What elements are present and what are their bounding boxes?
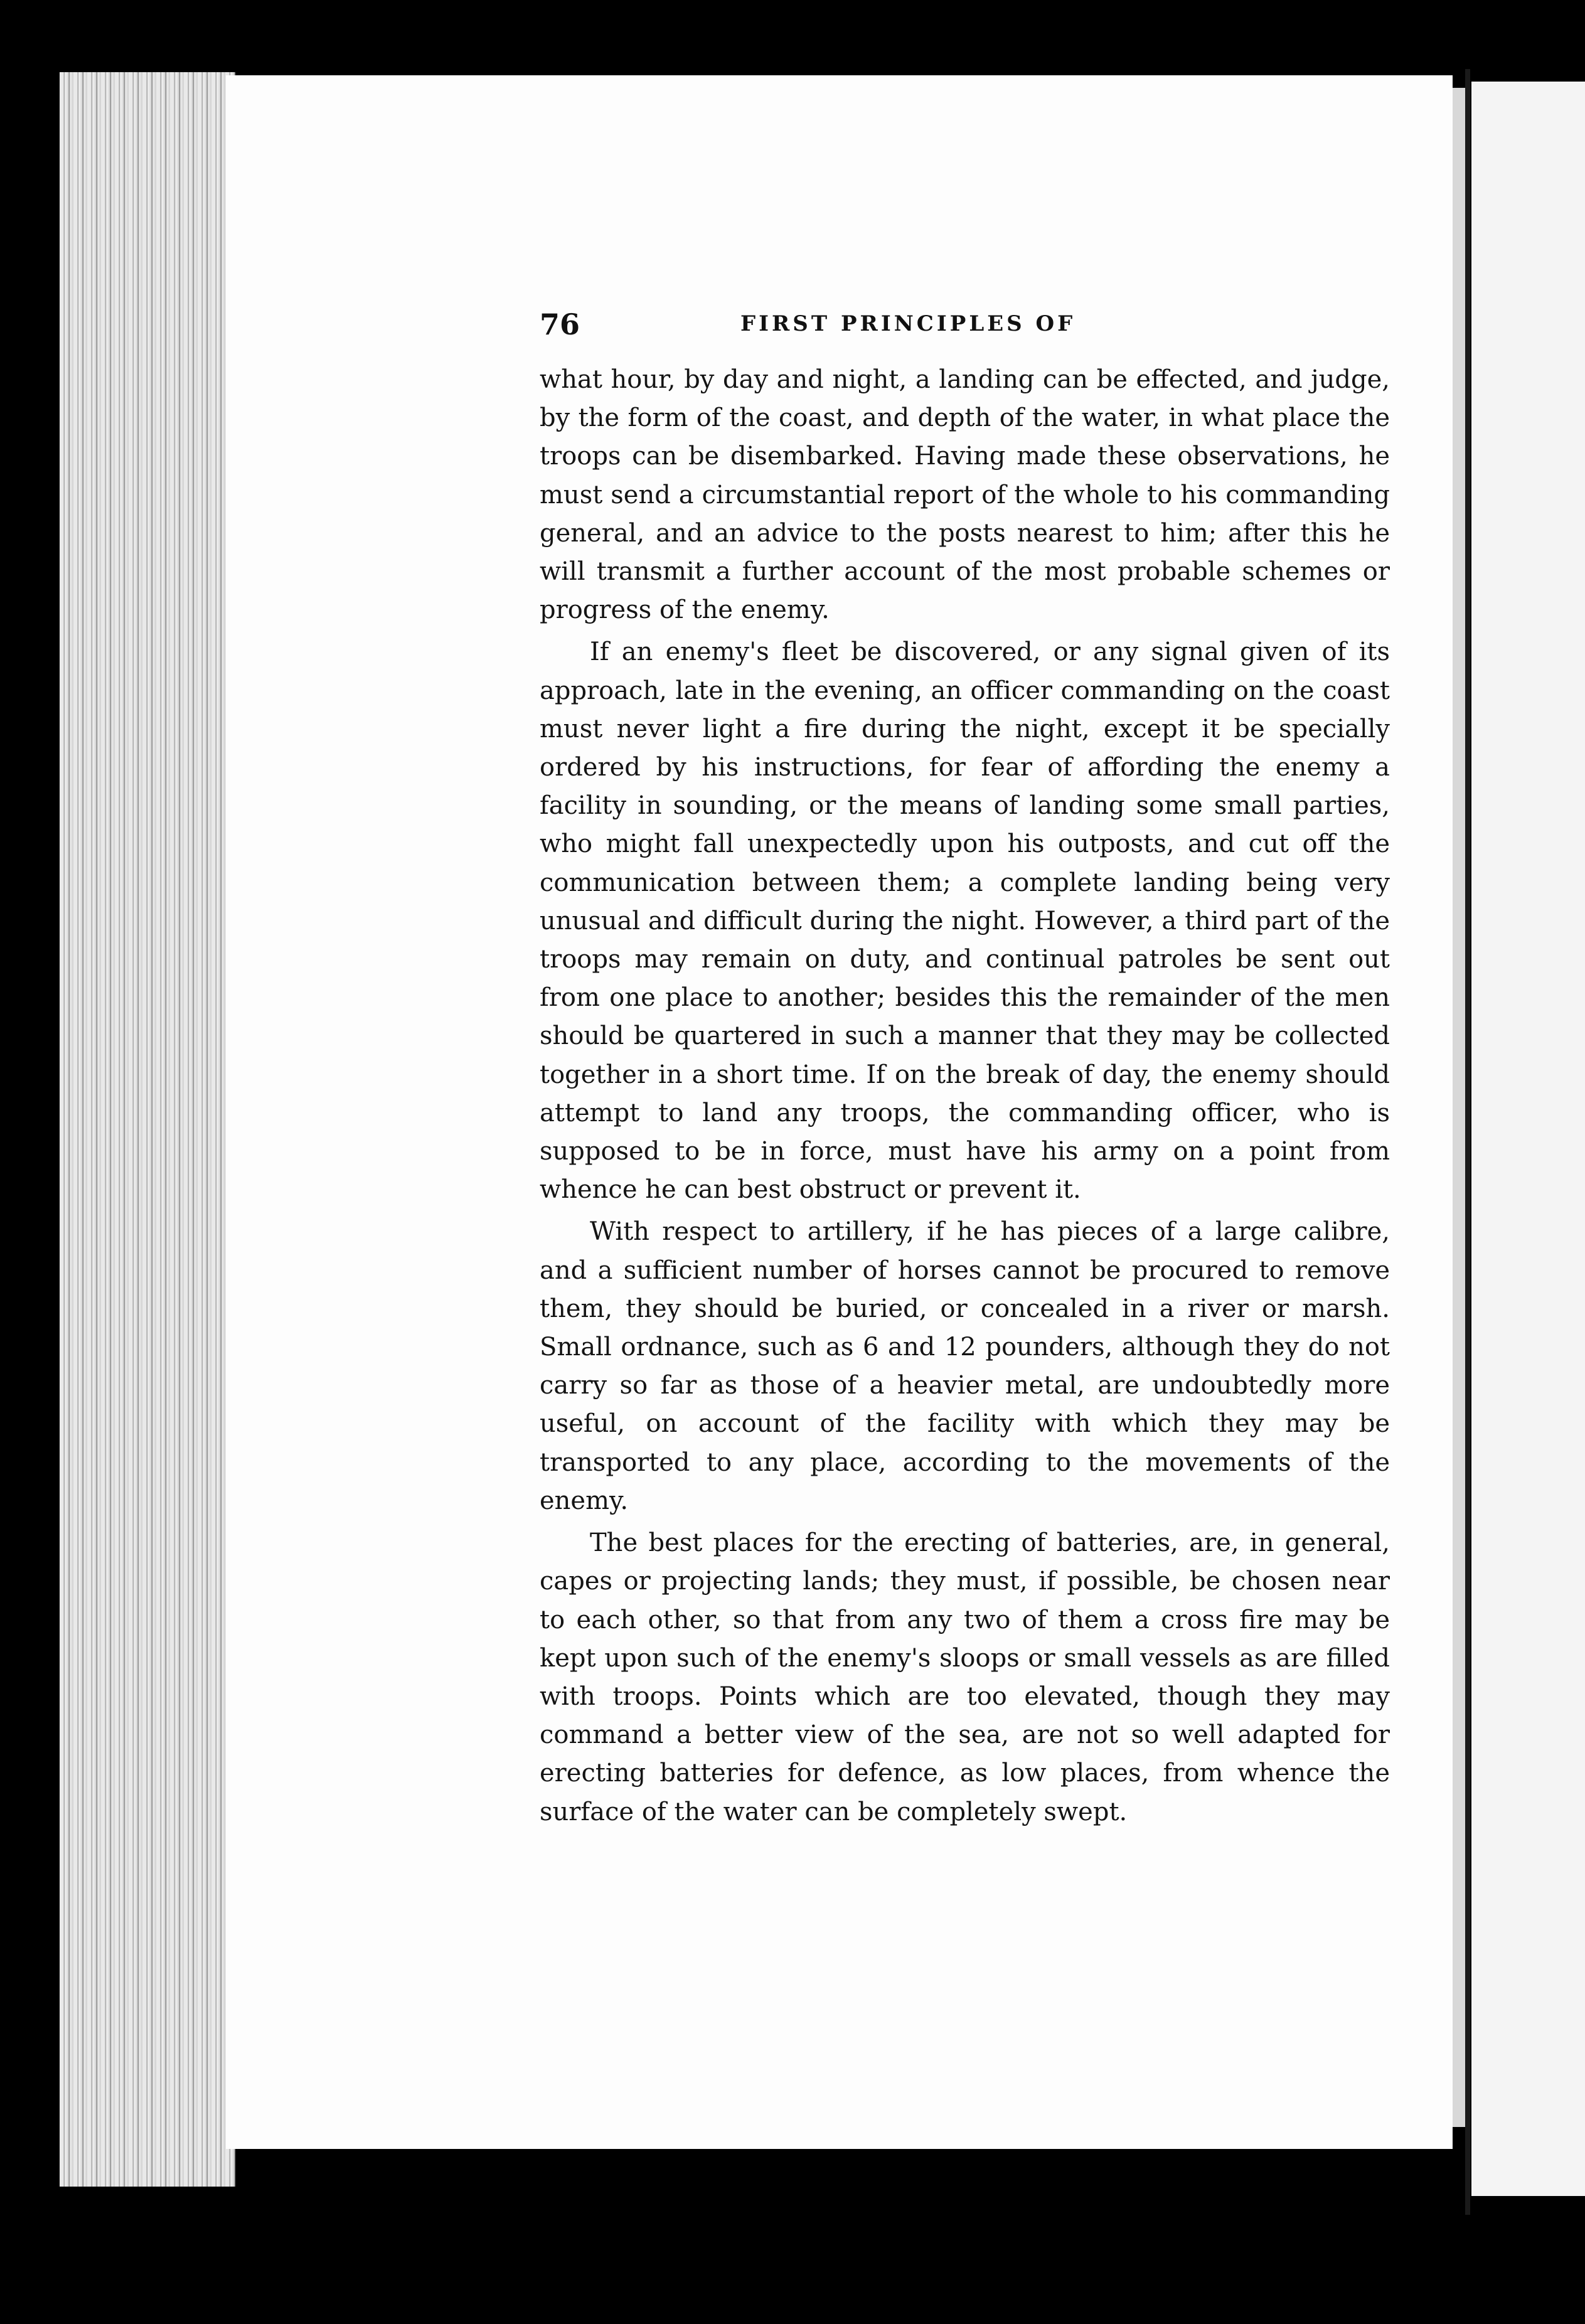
paragraph-2: If an enemy's fleet be discovered, or any signal given of its approach, late in the evening, an officer commanding on the coast must never light a fire during the night, except it be specially ordered by his instructions, for fear of affording the enemy a facility in sounding, or the means of landing some small parties, who might fall unexpectedly upon his outposts, and cut off the communication between them; a complete landing being very unusual and difficult during the night. However, a third part of the troops may remain on duty, and continual patroles be sent out from one place to another; besides this the remainder of the men should be quartered in such a manner that they may be collected together in a short time. If on the break of day, the enemy should attempt to land any troops, the commanding officer, who is supposed to be in force, must have his army on a point from whence he can best obstruct or prevent it. (540, 637, 1390, 1205)
facing-page-sliver (1471, 82, 1585, 2196)
page-number: 76 (540, 307, 580, 341)
paragraph-3: With respect to artillery, if he has pieces of a large calibre, and a sufficient number of horses cannot be procured to remove them, they should be buried, or concealed in a river or marsh. Small ordnance, such as 6 and 12 pounders, although they do not carry so far as those of a heavier metal, are undoubtedly more useful, on account of the facility with which they may be transported to any place, according to the movements of the enemy. (540, 1217, 1390, 1515)
binding-line (1465, 69, 1470, 2215)
running-head (540, 307, 1387, 345)
paragraph-4: The best places for the erecting of batteries, are, in general, capes or projecting lands; they must, if possible, be chosen near to each other, so that from any two of them a cross fire may be kept upon such of the enemy's sloops or small vessels as are filled with troops. Points which are too elevated, though they may command a better view of the sea, are not so well adapted for erecting batteries for defence, as low places, from whence the surface of the water can be completely swept. (540, 1528, 1390, 1826)
page-gutter-shadow (1453, 88, 1465, 2127)
stacked-page-edges (60, 72, 235, 2187)
body-text (540, 361, 1390, 1831)
paragraph-1: what hour, by day and night, a landing can be effected, and judge, by the form of the coast, and depth of the water, in what place the troops can be disembarked. Having made these observations, he must send a circumstantial report of the whole to his commanding general, and an advice to the posts nearest to him; after this he will transmit a further account of the most probable schemes or progress of the enemy. (540, 365, 1390, 625)
running-title: FIRST PRINCIPLES OF (740, 311, 1076, 336)
